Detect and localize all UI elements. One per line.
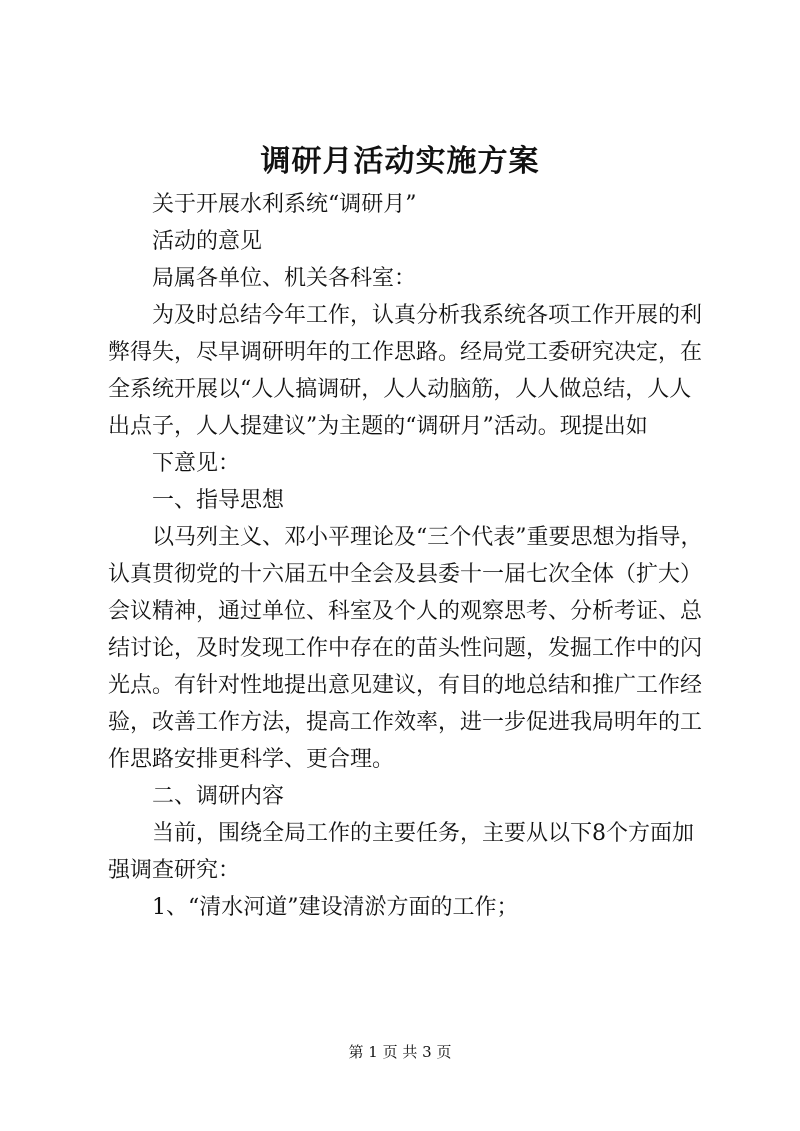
paragraph-salutation: 局属各单位、机关各科室： — [152, 266, 417, 291]
page-number-footer: 第 1 页 共 3 页 — [348, 1043, 452, 1061]
paragraph-heading-line-1: 关于开展水利系统“调研月” — [152, 192, 417, 217]
document-body — [108, 186, 708, 926]
document-title: 调研月活动实施方案 — [260, 144, 540, 179]
paragraph-guiding-ideology: 以马列主义、邓小平理论及“三个代表”重要思想为指导，认真贯彻党的十六届五中全会及县委十一届七次全体（扩大）会议精神，通过单位、科室及个人的观察思考、分析考证、总结讨论，及时发现工作中存在的苗头性问题，发掘工作中的闪光点。有针对性地提出意见建议，有目的地总结和推广工作经验，改善工作方法，提高工作效率，进一步促进我局明年的工作思路安排更科学、更合理。 — [108, 525, 703, 772]
paragraph-intro-continuation: 下意见： — [152, 451, 241, 476]
paragraph-research-content: 当前，围绕全局工作的主要任务，主要从以下8个方面加强调查研究： — [108, 821, 694, 883]
list-item-1: 1、“清水河道”建设清淤方面的工作； — [152, 895, 519, 920]
section-heading-guiding-ideology: 一、指导思想 — [152, 488, 285, 513]
paragraph-introduction: 为及时总结今年工作，认真分析我系统各项工作开展的利弊得失，尽早调研明年的工作思路。经局党工委研究决定，在全系统开展以“人人搞调研，人人动脑筋，人人做总结，人人出点子，人人提建议”为主题的“调研月”活动。现提出如 — [108, 303, 703, 439]
section-heading-research-content: 二、调研内容 — [152, 784, 285, 809]
paragraph-heading-line-2: 活动的意见 — [152, 229, 263, 254]
